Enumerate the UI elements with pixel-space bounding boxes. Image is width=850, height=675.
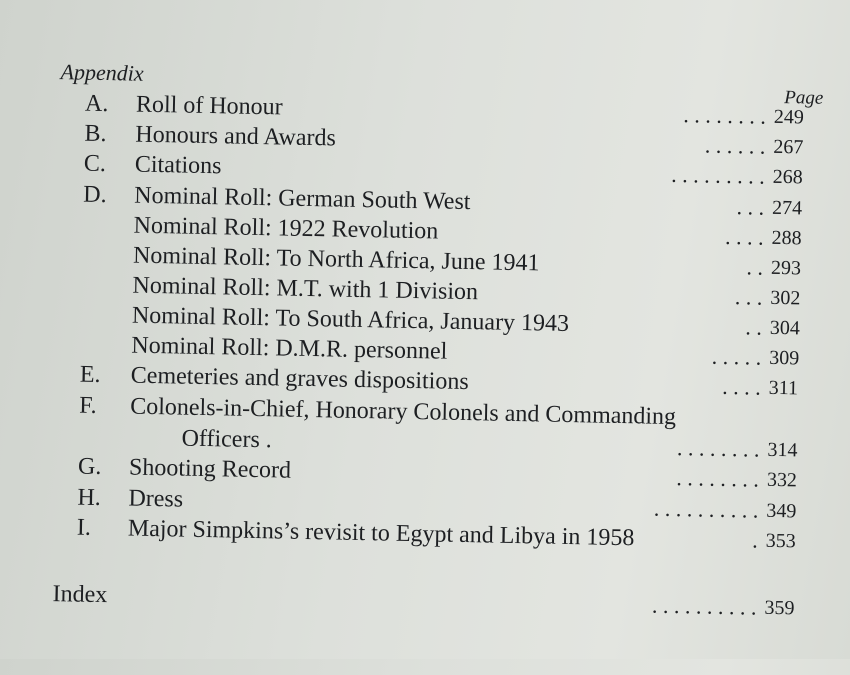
entry-title: Cemeteries and graves dispositions (130, 362, 469, 396)
leader-dots: . . . . (721, 373, 761, 400)
leader-dots: . (752, 527, 759, 553)
leader-dots: . . . (736, 194, 765, 220)
entry-title: Citations (134, 151, 222, 180)
leader-dots: . . . . . . . . (683, 102, 767, 129)
leader-dots: . . . . . . (704, 132, 766, 159)
entry-page-number: 274 (771, 196, 803, 220)
entry-title: Roll of Honour (135, 91, 283, 121)
entry-letter: A. (84, 90, 109, 118)
index-title: Index (52, 581, 108, 609)
entry-title: Honours and Awards (135, 121, 337, 152)
entry-title: Nominal Roll: To North Africa, June 1941 (132, 242, 540, 277)
leader-dots: . . . . . . . . . . (651, 592, 757, 620)
leader-dots: . . (746, 254, 764, 280)
entry-title: Nominal Roll: German South West (134, 182, 471, 216)
entry-page-number: 267 (773, 135, 804, 159)
entry-page-number: 293 (770, 256, 802, 280)
leader-dots: . . . . . . . . . . (653, 495, 759, 523)
entry-page-number: 353 (765, 529, 796, 553)
entry-title: Dress (128, 485, 184, 513)
entry-title: Colonels-in-Chief, Honorary Colonels and Commanding (129, 393, 677, 431)
entry-page-number: 311 (768, 376, 799, 400)
entry-letter: D. (83, 181, 107, 209)
leader-dots: . . . . . . . . (676, 465, 760, 492)
entry-title: Nominal Roll: M.T. with 1 Division (132, 272, 479, 306)
entry-letter: H. (77, 484, 102, 512)
entry-page-number: 288 (771, 226, 802, 250)
entry-title: Officers . (181, 425, 273, 454)
leader-dots: . . . . . . . . (676, 435, 760, 462)
leader-dots: . . (745, 314, 763, 340)
leader-dots: . . . . . (711, 343, 762, 370)
entry-letter: G. (77, 453, 102, 481)
entry-page-number: 314 (767, 438, 798, 462)
entry-page-number: 304 (769, 316, 801, 340)
entry-letter: F. (78, 392, 97, 419)
appendix-heading: Appendix (60, 59, 144, 86)
entry-page-number: 309 (769, 346, 800, 370)
index-row (0, 578, 839, 624)
index-page-number: 359 (764, 596, 795, 620)
entry-title: Shooting Record (128, 454, 292, 484)
entry-page-number: 302 (770, 286, 801, 310)
entry-letter: E. (79, 361, 101, 388)
entry-page-number: 268 (772, 165, 803, 189)
leader-dots: . . . . . . . . . (671, 161, 765, 189)
leader-dots: . . . (734, 284, 763, 310)
entry-letter: C. (83, 150, 107, 178)
entry-title: Nominal Roll: 1922 Revolution (133, 212, 439, 245)
entry-title: Major Simpkins’s revisit to Egypt and Libya in 1958 (127, 515, 635, 552)
leader-dots: . . . . (724, 223, 764, 250)
entry-page-number: 249 (773, 105, 805, 129)
entry-title: Nominal Roll: D.M.R. personnel (131, 332, 448, 365)
page-column-heading: Page (784, 87, 824, 109)
entry-title: Nominal Roll: To South Africa, January 1943 (131, 302, 570, 337)
entry-letter: I. (76, 514, 92, 541)
entry-page-number: 349 (766, 499, 797, 523)
entry-page-number: 332 (766, 468, 798, 492)
entry-letter: B. (84, 120, 107, 148)
